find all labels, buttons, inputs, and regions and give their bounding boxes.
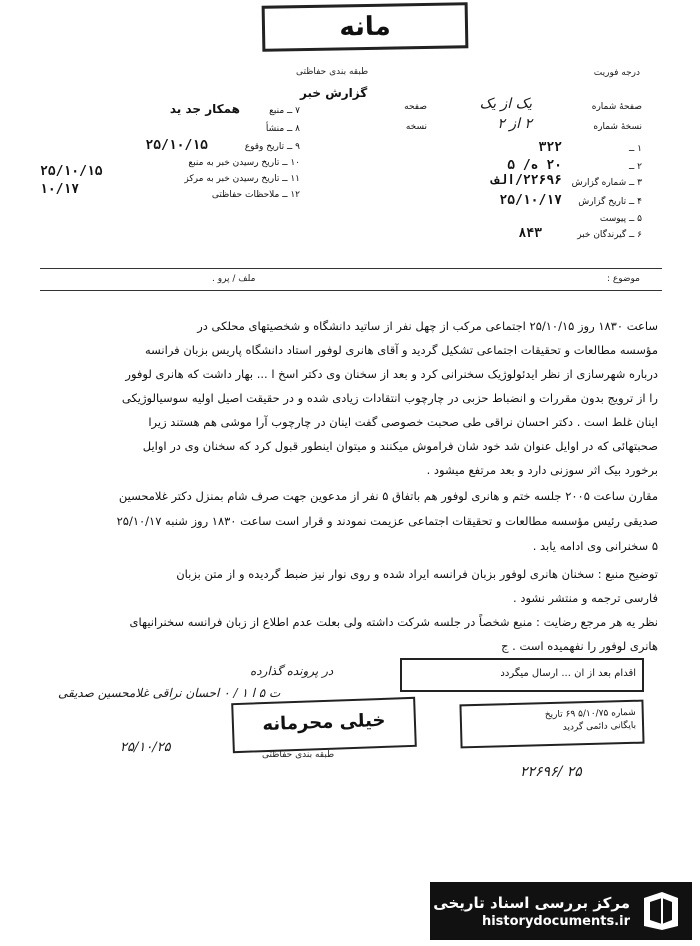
body-line: مقارن ساعت ۲۰۰۵ جلسه ختم و هانری لوفور هم باتفاق ۵ نفر از مدعوین جهت صرف شام بمنزل دکتر غلامحسین (118, 489, 658, 503)
body-line: برخورد بیک اثر سوزنی دارد و بعد مرتفع میشود . (426, 463, 658, 477)
page-number-label: صفحهٔ شماره (591, 102, 642, 112)
page-number-hand: یک از یک (479, 96, 532, 112)
report-title: گزارش خبر (300, 86, 368, 100)
field-1-label: ۱ ــ (629, 144, 642, 154)
copy-number-hand: ۲ از ۲ (497, 116, 532, 132)
field-2-value: ۲۰ ه/ ۵ (507, 158, 562, 173)
secret-stamp (231, 697, 417, 753)
origin-label: ۸ ــ منشأ (265, 124, 300, 134)
occurrence-date-label: ۹ ــ تاریخ وقوع (244, 142, 300, 152)
book-icon (638, 888, 684, 934)
source-label: ۷ ــ منبع (269, 106, 300, 116)
file-label: ملف / پرو . (212, 274, 256, 284)
top-stamp: مانه (262, 2, 469, 52)
action-box-text: اقدام بعد از ان ... ارسال میگردد (500, 668, 636, 679)
right-fields (392, 96, 642, 242)
report-number-value: ۲۲۶۹۶/الف (491, 173, 562, 188)
logo-name: مرکز بررسی اسناد تاریخی (433, 893, 630, 912)
degree-label: درجه فوریت (593, 68, 640, 78)
secret-stamp-text: خیلی محرمانه (262, 709, 386, 736)
occurrence-date-value: ۲۵/۱۰/۱۵ (145, 138, 208, 153)
security-notes-label: ۱۲ ــ ملاحظات حفاظتی (211, 190, 300, 200)
source-value: همکار جد ید (169, 102, 240, 116)
body-line: ۵ سخنرانی وی ادامه یابد . (532, 539, 658, 553)
body-line: ساعت ۱۸۳۰ روز ۲۵/۱۰/۱۵ اجتماعی مرکب از چهل نفر از ساتید دانشگاه و شخصیتهای محلکی در (197, 319, 658, 333)
body-line: مؤسسه مطالعات و تحقیقات اجتماعی تشکیل گردید و آقای هانری لوفور استاد دانشگاه پاریس بزبان فرانسه (145, 343, 658, 357)
sign-file-note: در پرونده گذارده (250, 664, 334, 678)
archive-stamp-line2: بایگانی دائمی گردید (562, 720, 637, 733)
subject-rule (40, 290, 662, 291)
body-line: صدیقی رئیس مؤسسه مطالعات و تحقیقات اجتماعی عزیمت نمودند و قرار است ساعت ۱۸۳۰ روز شنبه ۲۵/۱۰/۱۷ (116, 514, 658, 528)
field-2-label: ۲ ــ (629, 162, 642, 172)
body-line: را از ترویج بدون مقررات و انضباط حزبی در چارچوب انتقادات زیادی شده و در حقیقت اصیل اولیه سوسیالوژیکی (121, 391, 658, 405)
note-line: فارسی ترجمه و منتشر نشود . (513, 591, 658, 605)
logo-url: historydocuments.ir (481, 913, 630, 929)
note-line: توضیح منبع : سخنان هانری لوفور بزبان فرانسه ایراد شده و روی نوار نیز ضبط گردیده و از متن بزبان (176, 567, 658, 581)
reference-number: ۲۲۶۹۶/ ۲۵ (520, 764, 582, 780)
subject-label: موضوع : (606, 274, 640, 284)
archive-stamp-line1: شماره ۵/۱۰/۷۵ ۶۹ تاریخ (544, 707, 636, 721)
receipt-center-value2: ۱۰/۱۷ (40, 182, 80, 197)
copy-number-label2: نسخه (405, 122, 427, 132)
body-line: درباره شهرسازی از نظر ایدئولوژیک سخنرانی کرد و بعد از سخنان وی دکتر اسخ ا ... بهار داشت که هانری لوفور (125, 367, 658, 381)
recipients-label: ۶ ــ گیرندگان خبر (577, 230, 642, 240)
history-documents-logo (430, 882, 692, 940)
report-number-label: ۳ ــ شماره گزارش (571, 178, 642, 188)
sign-names: ت ۵ ا ۱ / ۰ احسان نراقی غلامحسین صدیقی (58, 686, 281, 700)
handwritten-date: ۲۵/۱۰/۲۵ (120, 740, 171, 755)
field-1-value: ۳۲۲ (538, 140, 562, 155)
body-line: اینان غلط است . دکتر احسان نراقی طی صحبت خصوصی گفت اینان در چارچوب آرا موشی هم هستند زیرا (148, 415, 658, 429)
classification-bottom: طبقه بندی حفاظتی (262, 750, 335, 760)
classification-label: طبقه بندی حفاظتی (296, 67, 369, 77)
note-line: هانری لوفور را نفهمیده است . ج (501, 639, 658, 653)
note-line: نظر یه هر مرجع رضایت : منبع شخصاً در جلسه شرکت داشته ولی بعلت عدم اطلاع از زبان فرانسه سخنرانیهای (129, 615, 658, 629)
report-date-value: ۲۵/۱۰/۱۷ (499, 193, 562, 208)
report-date-label: ۴ ــ تاریخ گزارش (578, 197, 642, 207)
page-number-label2: صفحه (404, 102, 427, 112)
body-line: صحبتهائی که در اوایل عنوان شد خود شان فراموش میکنند و میتوان اینطور قبول کرد که سخنان وی در اوایل (142, 439, 658, 453)
copy-number-label: نسخهٔ شماره (593, 122, 642, 132)
receipt-center-value: ۲۵/۱۰/۱۵ (40, 164, 103, 179)
receipt-center-label: ۱۱ ــ تاریخ رسیدن خبر به مرکز (184, 174, 300, 184)
attachment-label: ۵ ــ پیوست (599, 214, 642, 224)
archive-stamp (459, 700, 644, 749)
recipients-value: ۸۴۳ (518, 226, 542, 241)
receipt-source-label: ۱۰ ــ تاریخ رسیدن خبر به منبع (188, 158, 300, 168)
action-box (400, 658, 644, 692)
header-rule (40, 268, 662, 269)
